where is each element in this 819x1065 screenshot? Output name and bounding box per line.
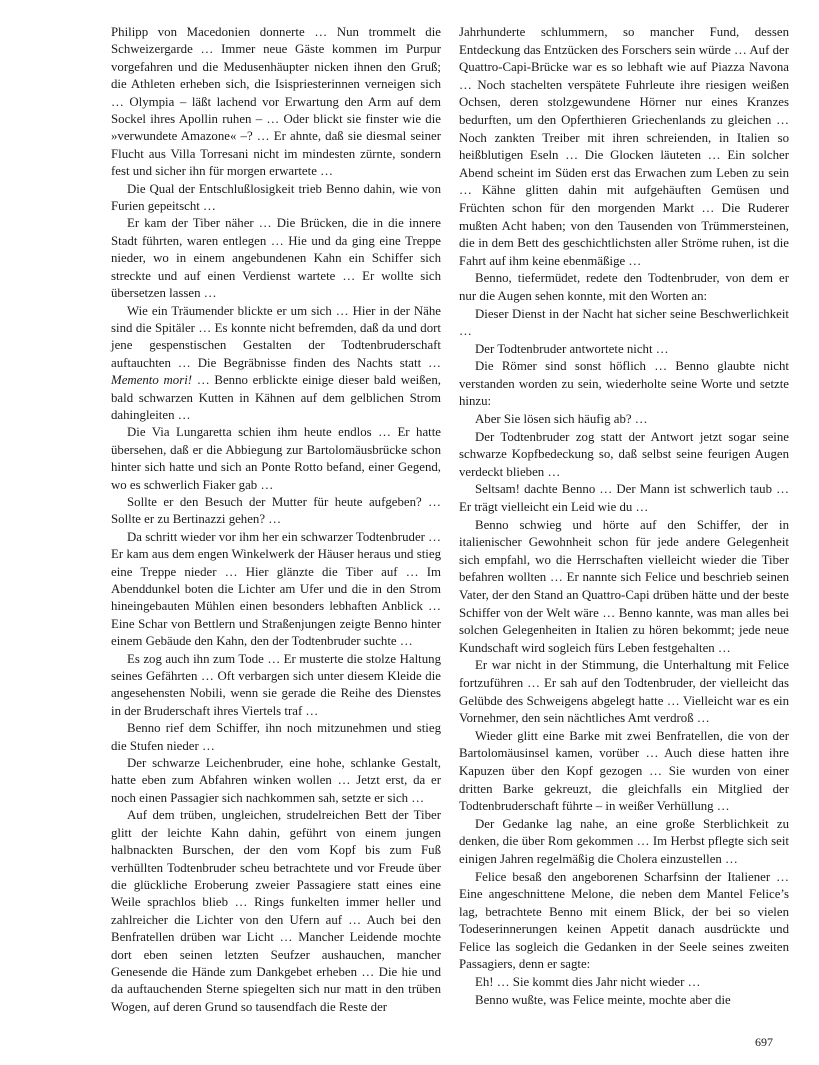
paragraph: Benno, tiefermüdet, redete den Todtenbruder, von dem er nur die Augen sehen konnte, mit den Worten an: [459, 271, 789, 303]
paragraph: Er kam der Tiber näher … Die Brücken, die in die innere Stadt führten, waren entlegen … Hie und da ging eine Treppe nieder, wo in einem angebundenen Kahn ein Schiffer sich streckte und auf einen Verdienst wartete … Er wollte sich übersetzen lassen … [111, 216, 441, 301]
paragraph: Dieser Dienst in der Nacht hat sicher seine Beschwerlichkeit … [459, 306, 789, 339]
paragraph: Aber Sie lösen sich häufig ab? … [475, 412, 648, 427]
paragraph: Jahrhunderte schlummern, so mancher Fund, dessen Entdeckung das Entzücken des Forschers sein würde … Auf der Quattro-Capi-Brücke war es so lebhaft wie auf Piazza Navona … Noch stachelten verspätete Fuhrleute ihre riesigen weißen Ochsen, deren stolzgewundene Hörner nur eines Kranzes bedurften, um den Opferthieren Griechenlands zu gleichen … Noch zankten Treiber mit ihren schreienden, in Italien so heißblutigen Eseln … Die Glocken läuteten … Ein solcher Abend scheint im Süden erst das Erwachen zum Leben zu sein … Kähne glitten dahin mit aufgehäuften Gemüsen und Früchten schon für den morgenden Markt … Die Ruderer mußten Acht haben; von den Tausenden von Trümmersteinen, die in dem Bett des geschichtlichsten aller Ströme ruhen, ist die Fahrt auf ihm keine ebenmäßige … [459, 25, 789, 268]
paragraph: Sollte er den Besuch der Mutter für heute aufgeben? … Sollte er zu Bertinazzi gehen? … [111, 494, 441, 527]
paragraph: Da schritt wieder vor ihm her ein schwarzer Todtenbruder … Er kam aus dem engen Winkelwerk der Häuser heraus und stieg eine Treppe nieder … Hier glänzte die Tiber auf … Im Abenddunkel boten die Lichter am Ufer und die in den Strom hineingebauten Mühlen einen besonders lebhaften Anblick … Eine Schar von Bettlern und Straßenjungen zeigte Benno hinter einem Gebäude den Kahn, den der Todtenbruder suchte … [111, 529, 441, 649]
paragraph: Der Gedanke lag nahe, an eine große Sterblichkeit zu denken, die über Rom gekommen … Im Herbst pflegte sich seit einigen Jahren regelmäßig die Cholera einzustellen … [459, 816, 789, 866]
paragraph: Die Qual der Entschlußlosigkeit trieb Benno dahin, wie von Furien gepeitscht … [111, 181, 441, 214]
paragraph: Der Todtenbruder antwortete nicht … [475, 341, 669, 356]
text-run: … Benno erblickte einige dieser bald weißen, bald schwarzen Kutten in Kähnen auf dem gelblichen Strom dahingleiten … [111, 373, 441, 422]
paragraph: Die Römer sind sonst höflich … Benno glaubte nicht verstanden worden zu sein, wiederholte seine Worte und setzte hinzu: [459, 359, 789, 409]
paragraph: Auf dem trüben, ungleichen, strudelreichen Bett der Tiber glitt der leichte Kahn dahin, geführt von einem jungen halbnackten Burschen, der den vom Kopf bis zum Fuß verhüllten Todtenbruder scheu betrachtete und vor Freude über die glückliche Eroberung zweier Passagiere statt eines eine Weile sprachlos blieb … Rings funkelten immer heller und zahlreicher die Lichter von den Ufern auf … Auch bei den Benfratellen drüben war Licht … Mancher Leidende mochte dort eben seinen letzten Seufzer aushauchen, mancher Genesende die Hände zum Dankgebet erheben … Die hie und da auftauchenden Sterne spiegelten sich nur matt in den trüben Wogen, auf deren Grund so tausendfach die Reste der [111, 808, 441, 1014]
page-number: 697 [755, 1035, 773, 1049]
paragraph: Die Via Lungaretta schien ihm heute endlos … Er hatte übersehen, daß er die Abbiegung zur Bartolomäusbrücke schon hinter sich hatte und sich an Ponte Rotto befand, einer Gegend, wo es schwerlich Fiaker gab … [111, 425, 441, 492]
text-run: Wie ein Träumender blickte er um sich … Hier in der Nähe sind die Spitäler … Es konnte nicht befremden, daß da und dort jene gespenstischen Gestalten der Todtenbruderschaft auftauchten … Die Begräbnisse finden des Nachts statt … [111, 303, 441, 370]
paragraph: Der Todtenbruder zog statt der Antwort jetzt sogar seine schwarze Kopfbedeckung so, daß selbst seine feurigen Augen verdeckt blieben … [459, 429, 789, 479]
paragraph: Benno wußte, was Felice meinte, mochte aber die [475, 992, 731, 1007]
emphasis-latin-phrase: Memento mori! [111, 373, 193, 388]
paragraph: Eh! … Sie kommt dies Jahr nicht wieder … [475, 975, 701, 990]
paragraph: Der schwarze Leichenbruder, eine hohe, schlanke Gestalt, hatte eben zum Abfahren winken wollen … Jetzt erst, da er noch einen Passagier sich nachkommen sah, setzte er sich … [111, 756, 441, 805]
left-column [111, 24, 441, 1016]
paragraph: Wieder glitt eine Barke mit zwei Benfratellen, die von der Bartolomäusinsel kamen, vorüber … Auch diese hatten ihre Kapuzen über den Kopf gezogen … Sie wurden von einer dritten Barke gekreuzt, die gleichfalls ein Mitglied der Todtenbruderschaft führte – in weißer Verhüllung … [459, 728, 789, 814]
paragraph: Er war nicht in der Stimmung, die Unterhaltung mit Felice fortzuführen … Er sah auf den Todtenbruder, der vielleicht das Gelübde des Schweigens abgelegt hatte … Vielleicht war es ein Vornehmer, den sein nächtliches Amt verdroß … [459, 658, 789, 726]
paragraph: Benno schwieg und hörte auf den Schiffer, der in italienischer Gewohnheit schon für jede andere Gelegenheit sich empfahl, wo die Herrschaften vielleicht wieder die Tiber befahren wollten … Er nannte sich Felice und beschrieb seinen Vater, der den Stand an Quattro-Capi drüben hätte und der beste Schiffer von der Welt wäre … Benno kannte, was man alles bei solchen Gelegenheiten in Italien zu hören bekommt; jede neue Kundschaft wird sogleich fürs Leben festgehalten … [459, 517, 789, 655]
paragraph: Seltsam! dachte Benno … Der Mann ist schwerlich taub … Er trägt vielleicht ein Leid wie du … [459, 482, 789, 515]
paragraph: Es zog auch ihn zum Tode … Er musterte die stolze Haltung seines Gefährten … Oft verbargen sich unter diesem Kleide die angesehensten Nobili, wenn sie gerade die Reihe des Dienstes in der Bruderschaft ihres Viertels traf … [111, 651, 441, 718]
right-column [459, 24, 789, 1009]
paragraph [111, 303, 441, 425]
paragraph: Benno rief dem Schiffer, ihn noch mitzunehmen und stieg die Stufen nieder … [111, 721, 441, 753]
paragraph: Felice besaß den angeborenen Scharfsinn der Italiener … Eine angeschnittene Melone, die neben dem Mantel Felice’s lag, betrachtete Benno mit einem Blick, der bei so vielen Todeserinnerungen keinen Appetit danach ausdrückte und Felice las sogleich die Gedanken in der Seele seines zweiten Passagiers, denn er sagte: [459, 869, 789, 972]
paragraph: Philipp von Macedonien donnerte … Nun trommelt die Schweizergarde … Immer neue Gäste kommen im Purpur vorgefahren und die Medusenhäupter nicken ihnen den Gruß; die Athleten erheben sich, die Isispriesterinnen verneigen sich … Olympia – läßt lachend vor Erwartung den Arm auf dem Sockel ihres Apollin ruhen – … Oder blickt sie finster wie die »verwundete Amazone« –? … Er ahnte, daß sie diesmal seiner Flucht aus Villa Torresani nicht im mindesten zürnte, sondern fest und sicher ihn für morgen erwartete … [111, 25, 441, 179]
